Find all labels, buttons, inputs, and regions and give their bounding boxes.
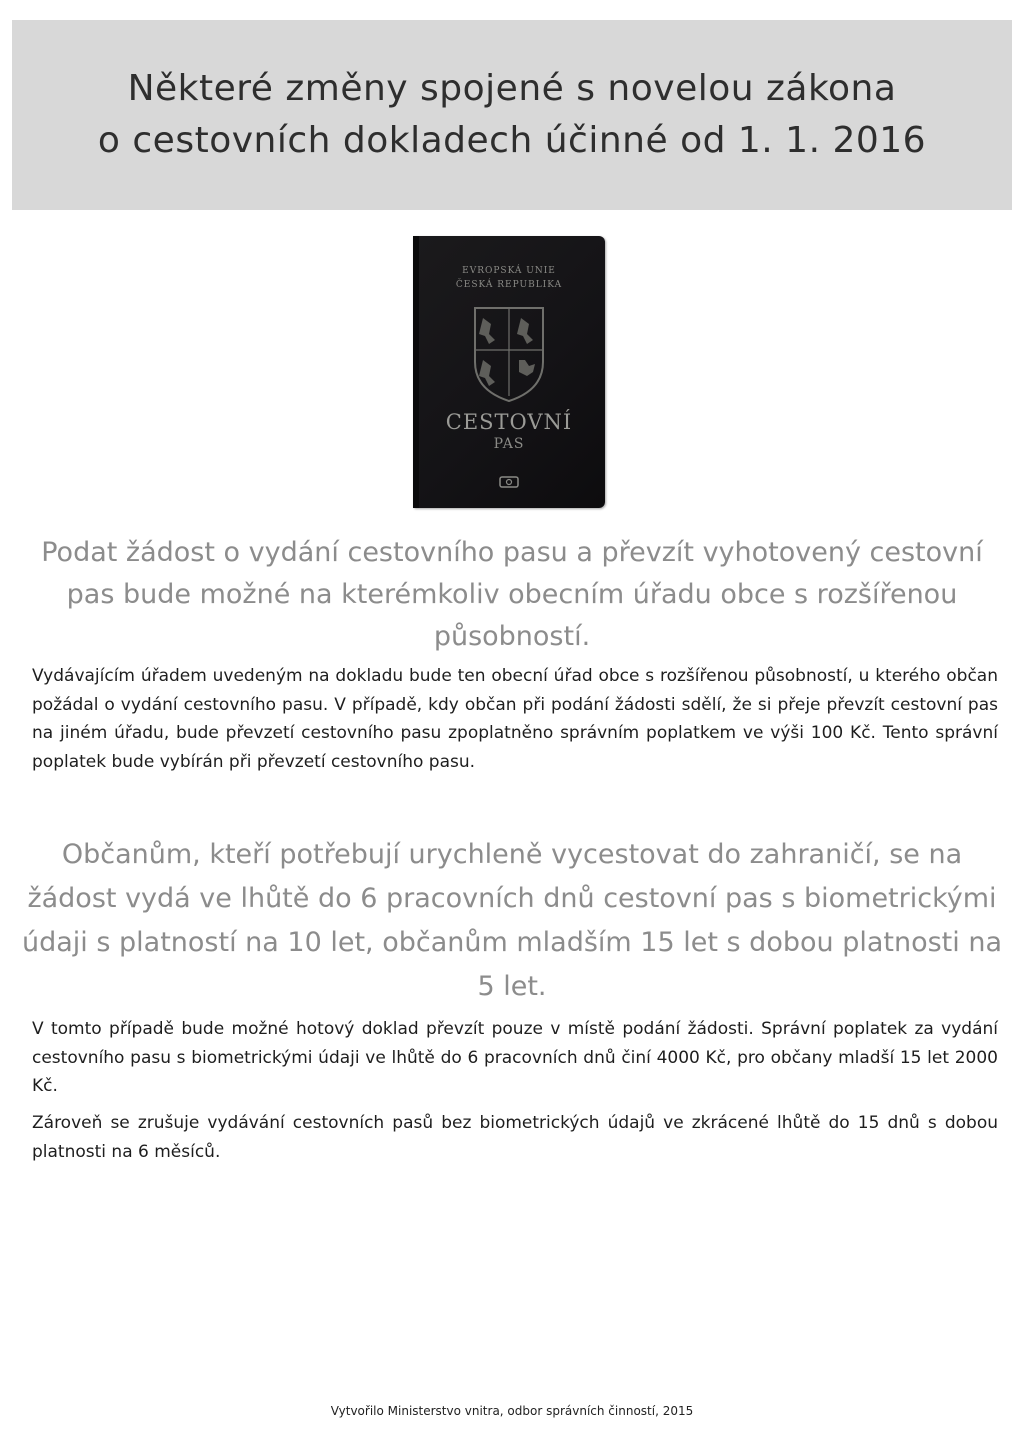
biometric-chip-icon <box>499 476 519 488</box>
section2-lead: Občanům, kteří potřebují urychleně vycestovat do zahraničí, se na žádost vydá ve lhůtě do 6 pracovních dnů cestovní pas s biometrickými údaji s platností na 10 let, občanům mladším 15 let s dobou platnosti na 5 let. <box>22 839 1002 1002</box>
passport-image <box>413 236 605 508</box>
footer-credit: Vytvořilo Ministerstvo vnitra, odbor správních činností, 2015 <box>330 1404 694 1418</box>
passport-cover-text-cestovni: CESTOVNÍ <box>445 410 573 434</box>
passport-cover-text-eu: EVROPSKÁ UNIE <box>462 266 556 276</box>
section2-body-2: Zároveň se zrušuje vydávání cestovních pasů bez biometrických údajů ve zkrácené lhůtě do 15 dnů s dobou platnosti na 6 měsíců. <box>32 1113 998 1162</box>
section2-body-1: V tomto případě bude možné hotový doklad převzít pouze v místě podání žádosti. Správní poplatek za vydání cestovního pasu s biometrickými údaji ve lhůtě do 6 pracovních dnů činí 4000 Kč, pro občany mladší 15 let 2000 Kč. <box>32 1019 998 1096</box>
coat-of-arms-icon <box>471 304 547 404</box>
passport-cover-text-cr: ČESKÁ REPUBLIKA <box>455 280 563 290</box>
page-title-line-1: Některé změny spojené s novelou zákona <box>127 68 897 109</box>
passport-spine <box>413 236 419 508</box>
passport-cover-text-pas: PAS <box>493 436 525 452</box>
section1-body: Vydávajícím úřadem uvedeným na dokladu bude ten obecní úřad obce s rozšířenou působností, u kterého občan požádal o vydání cestovního pasu. V případě, kdy občan při podání žádosti sdělí, že si přeje převzít cestovní pas na jiném úřadu, bude převzetí cestovního pasu zpoplatněno správním poplatkem ve výši 100 Kč. Tento správní poplatek bude vybírán při převzetí cestovního pasu. <box>32 666 998 772</box>
title-banner <box>12 20 1012 210</box>
section1-lead: Podat žádost o vydání cestovního pasu a převzít vyhotovený cestovní pas bude možné na kterémkoliv obecním úřadu obce s rozšířenou působností. <box>41 537 983 652</box>
page-title-line-2: o cestovních dokladech účinné od 1. 1. 2016 <box>97 120 927 161</box>
